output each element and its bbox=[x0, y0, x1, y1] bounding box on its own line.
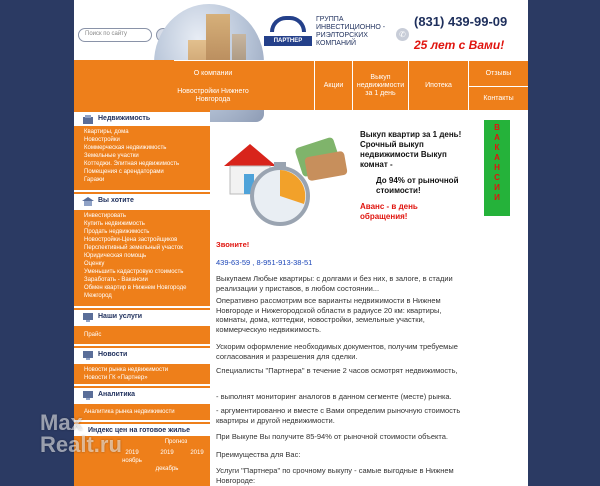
nav-contacts[interactable]: Контакты bbox=[468, 86, 528, 111]
sidebar-heading-label: Новости bbox=[98, 351, 128, 358]
sidebar-link[interactable]: Земельные участки bbox=[84, 153, 139, 159]
main-nav bbox=[174, 60, 528, 110]
vacancy-letter: А bbox=[494, 153, 500, 162]
vacancy-letter: К bbox=[494, 143, 500, 152]
vacancy-letter: И bbox=[494, 193, 500, 202]
nav-left-band bbox=[74, 60, 174, 110]
index-cell: 2019 bbox=[190, 450, 204, 456]
sidebar-link[interactable]: Гаражи bbox=[84, 177, 105, 183]
hero-line: Выкуп квартир за 1 день! Срочный выкуп недвижимости Выкуп комнат - bbox=[360, 130, 462, 169]
monitor-icon bbox=[82, 351, 94, 360]
sidebar-link[interactable]: Аналитика рынка недвижимости bbox=[84, 409, 175, 415]
hero-line: До 94% от рыночной стоимости! bbox=[376, 176, 459, 195]
sidebar-heading-realty bbox=[74, 110, 210, 126]
sidebar-link[interactable]: Продать недвижимость bbox=[84, 229, 150, 235]
vacancy-letter: И bbox=[494, 183, 500, 192]
paragraph: Преимущества для Вас: bbox=[216, 450, 301, 459]
stopwatch-button-icon bbox=[274, 162, 286, 168]
vacancy-letter: В bbox=[494, 123, 500, 132]
buyout-illustration bbox=[214, 124, 352, 232]
sidebar-heading-label: Аналитика bbox=[98, 391, 136, 398]
paragraph: Ускорим оформление необходимых документов, получим требуемые согласования и разрешения для сделки. bbox=[216, 342, 458, 361]
vacancy-letter: А bbox=[494, 133, 500, 142]
company-group-text: ГРУППА ИНВЕСТИЦИОННО - РИЭЛТОРСКИХ КОМПАНИЙ bbox=[316, 16, 386, 47]
header-phone[interactable]: (831) 439-99-09 bbox=[414, 14, 508, 29]
logo-arc-icon bbox=[270, 16, 306, 32]
sidebar-link[interactable]: Оценку bbox=[84, 261, 105, 267]
hero-text bbox=[360, 130, 466, 222]
sidebar-heading-wants bbox=[74, 192, 210, 208]
sidebar-block-news bbox=[74, 364, 210, 384]
paragraph: - выполнят мониторинг аналогов в данном сегменте (месте) рынка. bbox=[216, 392, 452, 401]
header-slogan: 25 лет с Вами! bbox=[414, 38, 505, 52]
company-logo[interactable] bbox=[264, 12, 312, 48]
contact-phones[interactable]: 439-63-59 , 8-951-913-38-51 bbox=[216, 258, 313, 267]
vacancy-banner[interactable] bbox=[484, 120, 510, 216]
nav-promotions[interactable]: Акции bbox=[314, 61, 352, 111]
header bbox=[74, 0, 528, 60]
nav-mortgage[interactable]: Ипотека bbox=[408, 61, 468, 111]
index-cell: декабрь bbox=[155, 466, 179, 472]
nav-buyout[interactable]: Выкуп недвижимости за 1 день bbox=[352, 61, 408, 111]
sidebar-link[interactable]: Межгород bbox=[84, 293, 112, 299]
building-icon bbox=[82, 115, 94, 124]
sidebar-link[interactable]: Юридическая помощь bbox=[84, 253, 147, 259]
sidebar-link[interactable]: Новости ГК «Партнер» bbox=[84, 375, 148, 381]
sidebar-link[interactable]: Заработать - Вакансии bbox=[84, 277, 148, 283]
nav-reviews[interactable]: Отзывы bbox=[468, 61, 528, 86]
sidebar-link[interactable]: Квартиры, дома bbox=[84, 129, 129, 135]
index-col-head: Прогноз bbox=[164, 439, 188, 445]
vacancy-letter: С bbox=[494, 173, 500, 182]
index-cell: ноябрь bbox=[122, 458, 142, 464]
watermark bbox=[40, 412, 122, 456]
nav-new-buildings[interactable]: Новостройки Нижнего Новгорода bbox=[177, 88, 249, 103]
watermark-line: Max bbox=[40, 410, 83, 435]
sidebar-heading-news bbox=[74, 346, 210, 362]
paragraph: Услуги "Партнера" по срочному выкупу - самые выгодные в Нижнем Новгороде: bbox=[216, 466, 454, 485]
sidebar-block-realty bbox=[74, 126, 210, 190]
hero-advance: Аванс - в день обращения! bbox=[360, 202, 418, 221]
paragraph: Специалисты "Партнера" в течение 2 часов осмотрят недвижимость, bbox=[216, 366, 458, 375]
sidebar-link[interactable]: Прайс bbox=[84, 332, 102, 338]
phone-icon: ✆ bbox=[396, 28, 409, 41]
sidebar-heading-label: Недвижимость bbox=[98, 115, 151, 122]
vacancy-letter: Н bbox=[494, 163, 500, 172]
sidebar-link[interactable]: Новости рынка недвижимости bbox=[84, 367, 169, 373]
sidebar-link[interactable]: Новостройки bbox=[84, 137, 120, 143]
paragraph: Оперативно рассмотрим все варианты недвижимости в Нижнем Новгороде и Нижегородской области в радиусе 20 км: квартиры, комнаты, дома, коттеджи, новостройки, земельные участки, коммерческую недвижимость. bbox=[216, 296, 442, 334]
house-icon bbox=[82, 197, 94, 206]
sidebar-heading-services bbox=[74, 308, 210, 324]
sidebar-link[interactable]: Обмен квартир в Нижнем Новгороде bbox=[84, 285, 187, 291]
watermark-line: Realt.ru bbox=[40, 432, 122, 457]
sidebar-link[interactable]: Коттеджи. Элитная недвижимость bbox=[84, 161, 180, 167]
monitor-icon bbox=[82, 313, 94, 322]
paragraph: - аргументированно и вместе с Вами определим рыночную стоимость квартиры и другой недвижимости. bbox=[216, 406, 461, 425]
logo-name: ПАРТНЕР bbox=[264, 36, 312, 46]
paragraph: Выкупаем Любые квартиры: с долгами и без них, в залоге, в стадии реализации у приставов, в любом состоянии... bbox=[216, 274, 453, 293]
monitor-icon bbox=[82, 391, 94, 400]
paragraph: При Выкупе Вы получите 85-94% от рыночной стоимости объекта. bbox=[216, 432, 448, 441]
index-cell: 2019 bbox=[160, 450, 174, 456]
sidebar-heading-label: Вы хотите bbox=[98, 197, 134, 204]
sidebar-link[interactable]: Новостройки-Цена застройщиков bbox=[84, 237, 178, 243]
index-cell: 2019 bbox=[125, 450, 139, 456]
sidebar-heading-label: Индекс цен на готовое жилье bbox=[88, 427, 191, 434]
sidebar-link[interactable]: Уменьшить кадастровую стоимость bbox=[84, 269, 184, 275]
call-label: Звоните! bbox=[216, 240, 250, 249]
sidebar-link[interactable]: Инвестировать bbox=[84, 213, 127, 219]
sidebar-link[interactable]: Коммерческая недвижимость bbox=[84, 145, 167, 151]
nav-about[interactable]: О компании bbox=[193, 70, 233, 77]
house-roof-icon bbox=[224, 144, 276, 166]
sidebar-heading-analytics bbox=[74, 386, 210, 402]
search-input[interactable]: Поиск по сайту bbox=[78, 28, 152, 42]
sidebar-link[interactable]: Купить недвижимость bbox=[84, 221, 145, 227]
sidebar-block-wants bbox=[74, 210, 210, 306]
sidebar-heading-label: Наши услуги bbox=[98, 313, 143, 320]
sidebar-link[interactable]: Помещения с арендаторами bbox=[84, 169, 164, 175]
sidebar-link[interactable]: Перспективный земельный участок bbox=[84, 245, 183, 251]
sidebar-block-services bbox=[74, 326, 210, 344]
